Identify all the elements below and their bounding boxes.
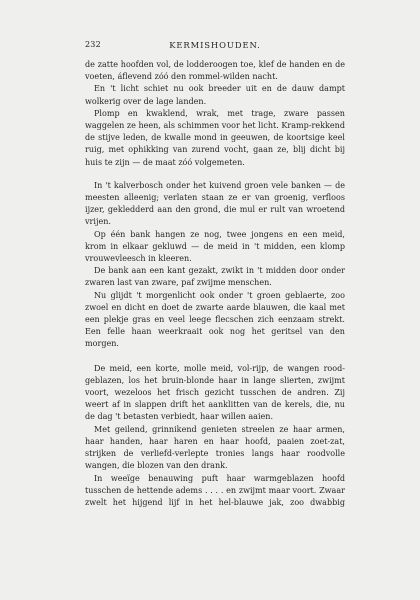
paragraph: Met geilend, grinnikend genieten streelen ze haar armen, haar handen, haar haren en haar hoofd, paaien zoet-zat, strijken de verliefd-verlepte tronies langs haar roodvolle wangen, die blozen van den drank.: [85, 424, 345, 471]
running-title: KERMISHOUDEN.: [169, 40, 261, 50]
running-head: [85, 40, 345, 52]
paragraph: Nu glijdt 't morgenlicht ook onder 't groen geblaerte, zoo zwoel en dicht en doet de zwarte aarde blauwen, die kaal met een plekje gras en veel leege fleсschen zich eenzaam strekt. Een felle haan weerkraait ook nog het geritsel van den morgen.: [85, 290, 345, 349]
paragraph: Plomp en kwaklend, wrak, met trage, zware passen waggelen ze heen, als schimmen voor het licht. Kramp-rekkend de stijve leden, de kwalle mond in geeuwen, de koortsige keel ruig, met ophikking van zurend vocht, gaan ze, blij dicht bij huis te zijn — de maat zóó volgemeten.: [85, 108, 345, 167]
paragraph: In 't kalverbosch onder het kuivend groen vele banken — de meesten alleenig; verlaten staan ze er van groenig, verfloos ijzer, gekledderd aan den grond, die mul er rult van wroetend vrijen.: [85, 180, 345, 227]
paragraph: Op één bank hangen ze nog, twee jongens en een meid, krom in elkaar gekluwd — de meid in 't midden, een klomp vrouwevleesch in kleeren.: [85, 229, 345, 264]
paragraph: En 't licht schiet nu ook breeder uit en de dauw dampt wolkerig over de lage landen.: [85, 84, 345, 106]
paragraph: De bank aan een kant gezakt, zwikt in 't midden door onder zwaren last van zware, paf zwijme menschen.: [85, 266, 345, 288]
paragraph: In weeïge benauwing puft haar warmgeblazen hoofd tusschen de hettende adems . . . . en zwijmt maar voort. Zwaar zwelt het hijgend lijf in het hel-blauwe jak, zoo dwabbig: [85, 473, 345, 507]
page-number: 232: [85, 40, 101, 49]
paragraph: De meid, een korte, molle meid, vol-rijp, de wangen rood-geblazen, los het bruin-blonde haar in lange slierten, zwijmt voort, wezeloos het frisch gezicht tusschen de andren. Zij weert af in slappen drift het aanklitten van de kerels, die, nu de dag 't betasten verbiedt, haar willen aaien.: [85, 363, 345, 422]
body-text: [85, 59, 345, 509]
paragraph: de zatte hoofden vol, de lodderoogen toe, klef de handen en de voeten, áflevend zóó den rommel-wilden nacht.: [85, 60, 345, 82]
